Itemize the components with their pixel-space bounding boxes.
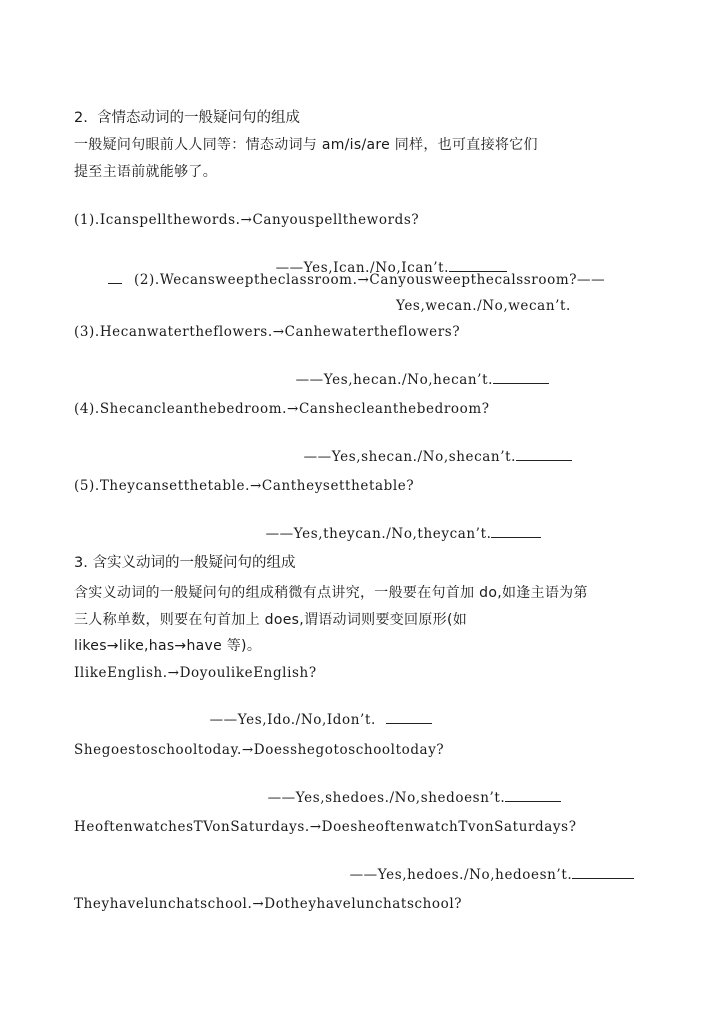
example2-1-answer: ——Yes,Ican./No,Ican’t.	[275, 260, 450, 276]
example3-2-question: Shegoestoschooltoday.→Doesshegotoschooltoday?	[74, 742, 445, 758]
section2-intro-line2: 提至主语前就能够了。	[74, 164, 217, 180]
example2-2-question: (2).Wecansweeptheclassroom.→Canyousweepthecalssroom?——	[134, 272, 606, 288]
example2-1-question: (1).Icanspellthewords.→Canyouspellthewords?	[74, 212, 420, 228]
answer-blank	[505, 789, 561, 802]
answer-blank	[572, 866, 634, 879]
leading-dash	[108, 283, 122, 284]
section3-intro-line1: 含实义动词的一般疑问句的组成稍微有点讲究，一般要在句首加 do,如逢主语为第	[74, 585, 588, 601]
example2-3-answer: ——Yes,hecan./No,hecan’t.	[295, 372, 493, 388]
answer-blank	[516, 448, 572, 461]
example3-2-answer: ——Yes,shedoes./No,shedoesn’t.	[267, 790, 506, 806]
answer-blank	[386, 711, 432, 724]
example2-5-answer: ——Yes,theycan./No,theycan’t.	[265, 526, 492, 542]
example3-4-question: Theyhavelunchatschool.→Dotheyhavelunchatschool?	[74, 896, 463, 912]
answer-blank	[493, 371, 549, 384]
answer-blank	[491, 525, 541, 538]
example2-4-answer: ——Yes,shecan./No,shecan’t.	[303, 449, 517, 465]
example3-1-question: IlikeEnglish.→DoyoulikeEnglish?	[74, 665, 317, 681]
example3-1-answer: ——Yes,Ido./No,Idon’t.	[209, 712, 376, 728]
example2-5-question: (5).Theycansetthetable.→Cantheysetthetable?	[74, 478, 415, 494]
example2-4-question: (4).Shecancleanthebedroom.→Canshecleanthebedroom?	[74, 401, 490, 417]
example2-3-question: (3).Hecanwatertheflowers.→Canhewatertheflowers?	[74, 324, 461, 340]
section2-intro-line1: 一般疑问句眼前人人同等：情态动词与 am/is/are 同样，也可直接将它们	[74, 137, 538, 153]
example2-2-answer: Yes,wecan./No,wecan’t.	[396, 298, 571, 314]
section3-intro-line2: 三人称单数，则要在句首加上 does,谓语动词则要变回原形(如	[74, 612, 468, 628]
section3-intro-line3: likes→like,has→have 等)。	[74, 638, 262, 654]
section3-heading: 3. 含实义动词的一般疑问句的组成	[74, 555, 296, 571]
example3-3-answer: ——Yes,hedoes./No,hedoesn’t.	[349, 867, 573, 883]
example3-3-question: HeoftenwatchesTVonSaturdays.→DoesheoftenwatchTvonSaturdays?	[74, 819, 577, 835]
section2-heading: 2. 含情态动词的一般疑问句的组成	[74, 110, 301, 126]
